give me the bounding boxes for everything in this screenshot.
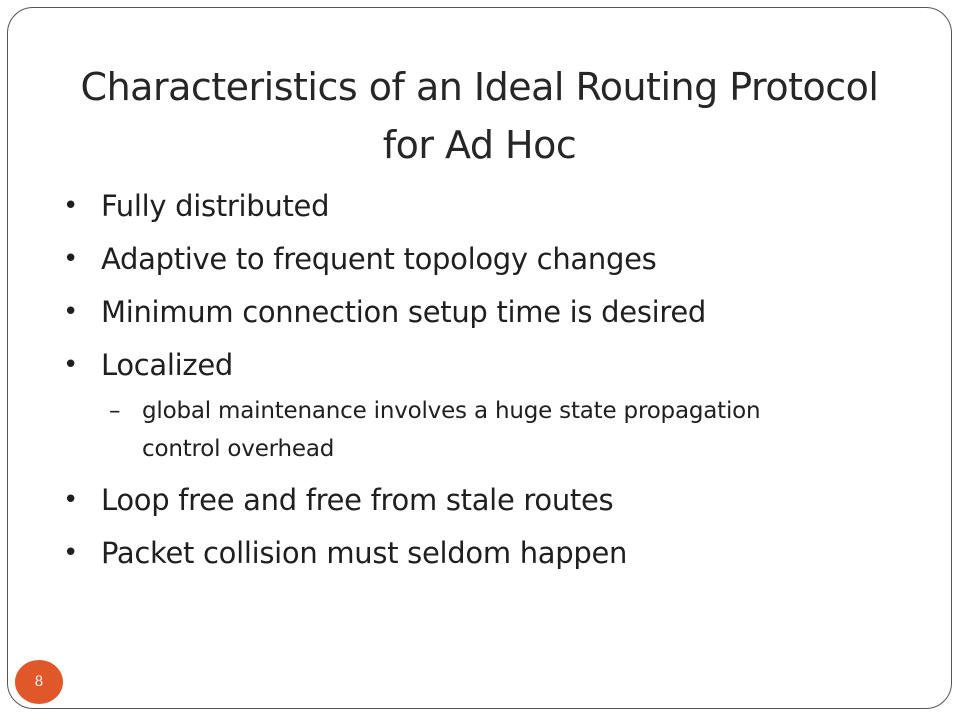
- bullet-dot-icon: •: [63, 297, 79, 327]
- bullet-dot-icon: •: [63, 538, 79, 568]
- bullet-item: [61, 347, 921, 383]
- bullet-text: Adaptive to frequent topology changes: [101, 242, 657, 276]
- bullet-item: [61, 482, 921, 518]
- bullet-dot-icon: •: [63, 191, 79, 221]
- bullet-text: Localized: [101, 348, 233, 382]
- bullet-item: [61, 241, 921, 277]
- slide-title: [8, 58, 951, 174]
- bullet-dot-icon: •: [63, 350, 79, 380]
- bullet-text: Packet collision must seldom happen: [101, 536, 628, 570]
- slide: [7, 7, 952, 709]
- bullet-item: [61, 294, 921, 330]
- sub-bullet-line-2: control overhead: [142, 436, 335, 462]
- bullet-text: Minimum connection setup time is desired: [101, 295, 707, 329]
- bullet-item: [61, 188, 921, 224]
- slide-title-line-1: Characteristics of an Ideal Routing Protocol: [80, 65, 879, 109]
- bullet-item: [61, 535, 921, 571]
- sub-bullet-line-1: global maintenance involves a huge state propagation: [142, 398, 761, 424]
- bullet-text: Loop free and free from stale routes: [101, 483, 614, 517]
- dash-icon: –: [109, 398, 121, 424]
- page-number-badge: 8: [15, 660, 63, 704]
- sub-bullet-item: [61, 392, 921, 468]
- bullet-text: Fully distributed: [101, 189, 330, 223]
- bullet-dot-icon: •: [63, 244, 79, 274]
- slide-title-line-2: for Ad Hoc: [382, 123, 577, 167]
- bullet-dot-icon: •: [63, 485, 79, 515]
- bullet-list: [61, 188, 921, 588]
